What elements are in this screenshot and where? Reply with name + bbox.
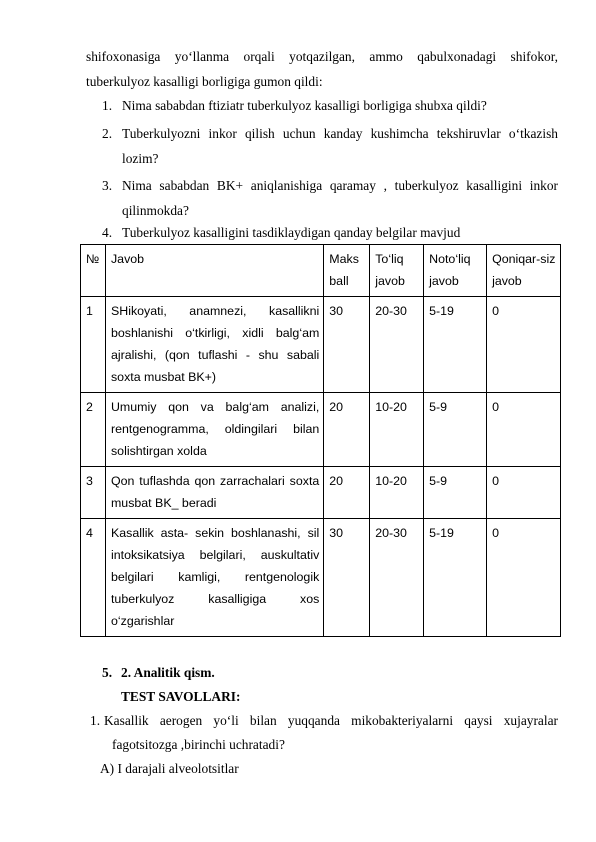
row-full: 20-30 — [370, 519, 424, 637]
header-full: To‘liq javob — [370, 245, 424, 297]
table-row — [81, 519, 561, 637]
section-number: 5. — [102, 665, 113, 680]
row-answer: Kasallik asta- sekin boshlanashi, sil intoksikatsiya belgilari, auskultativ belgilari kamligi, rentgenologik tuberkulyoz kasalligiga xos o‘zgarishlar — [105, 519, 323, 637]
answer-table — [80, 244, 561, 637]
row-max: 20 — [324, 393, 370, 467]
intro-line-2-wrap — [86, 69, 558, 94]
table-row — [81, 467, 561, 519]
row-no: 4 — [81, 519, 106, 637]
question-3-line-2: qilinmokda? — [122, 203, 189, 218]
intro-paragraph — [86, 44, 558, 69]
question-1-text: Nima sababdan ftiziatr tuberkulyoz kasalligi borligiga shubxa qildi? — [122, 98, 487, 113]
row-answer: Umumiy qon va balg‘am analizi, rentgenogramma, oldingilari bilan solishtirgan xolda — [105, 393, 323, 467]
table-row — [81, 393, 561, 467]
question-3-num: 3. — [102, 178, 113, 193]
row-max: 30 — [324, 297, 370, 393]
row-none: 0 — [487, 467, 561, 519]
question-4-text: Tuberkulyoz kasalligini tasdiklaydigan qanday belgilar mavjud — [122, 225, 461, 240]
question-4-num: 4. — [102, 225, 113, 240]
header-partial: Noto‘liq javob — [424, 245, 487, 297]
row-answer: SHikoyati, anamnezi, kasallikni boshlanishi o‘tkirligi, xidli balg‘am ajralishi, (qon tuflashi - shu sabali soxta musbat BK+) — [105, 297, 323, 393]
test-question-1-num: 1. — [90, 713, 101, 728]
test-option-a: A) I darajali alveolotsitlar — [100, 761, 239, 776]
row-max: 20 — [324, 467, 370, 519]
row-partial: 5-19 — [424, 519, 487, 637]
question-3-line-1: Nima sababdan BK+ aniqlanishiga qaramay , tuberkulyoz kasalligini inkor — [122, 178, 558, 193]
row-partial: 5-19 — [424, 297, 487, 393]
intro-line-2: tuberkulyoz kasalligi borligiga gumon qildi: — [86, 74, 323, 89]
row-none: 0 — [487, 297, 561, 393]
table-row — [81, 297, 561, 393]
row-none: 0 — [487, 519, 561, 637]
row-full: 10-20 — [370, 467, 424, 519]
question-2-line-1: Tuberkulyozni inkor qilish uchun kanday kushimcha tekshiruvlar o‘tkazish — [122, 126, 558, 141]
header-none: Qoniqar-siz javob — [487, 245, 561, 297]
section-subtitle: TEST SAVOLLARI: — [121, 689, 241, 704]
row-none: 0 — [487, 393, 561, 467]
row-no: 3 — [81, 467, 106, 519]
question-2-num: 2. — [102, 126, 113, 141]
row-answer: Qon tuflashda qon zarrachalari soxta musbat BK_ beradi — [105, 467, 323, 519]
test-question-1-line-1: Kasallik aerogen yo‘li bilan yuqqanda mikobakteriyalarni qaysi xujayralar — [104, 713, 558, 728]
question-1-num: 1. — [102, 98, 113, 113]
section-title: 2. Analitik qism. — [121, 665, 215, 680]
row-partial: 5-9 — [424, 467, 487, 519]
row-partial: 5-9 — [424, 393, 487, 467]
row-full: 10-20 — [370, 393, 424, 467]
header-answer: Javob — [105, 245, 323, 297]
header-no: № — [81, 245, 106, 297]
row-full: 20-30 — [370, 297, 424, 393]
intro-line-1: shifoxonasiga yo‘llanma orqali yotqazilgan, ammo qabulxonadagi shifokor, — [86, 49, 558, 64]
row-no: 1 — [81, 297, 106, 393]
question-2-line-2: lozim? — [122, 151, 159, 166]
table-header-row — [81, 245, 561, 297]
row-no: 2 — [81, 393, 106, 467]
header-max: Maks ball — [324, 245, 370, 297]
row-max: 30 — [324, 519, 370, 637]
test-question-1-line-2: fagotsitozga ,birinchi uchratadi? — [112, 737, 285, 752]
